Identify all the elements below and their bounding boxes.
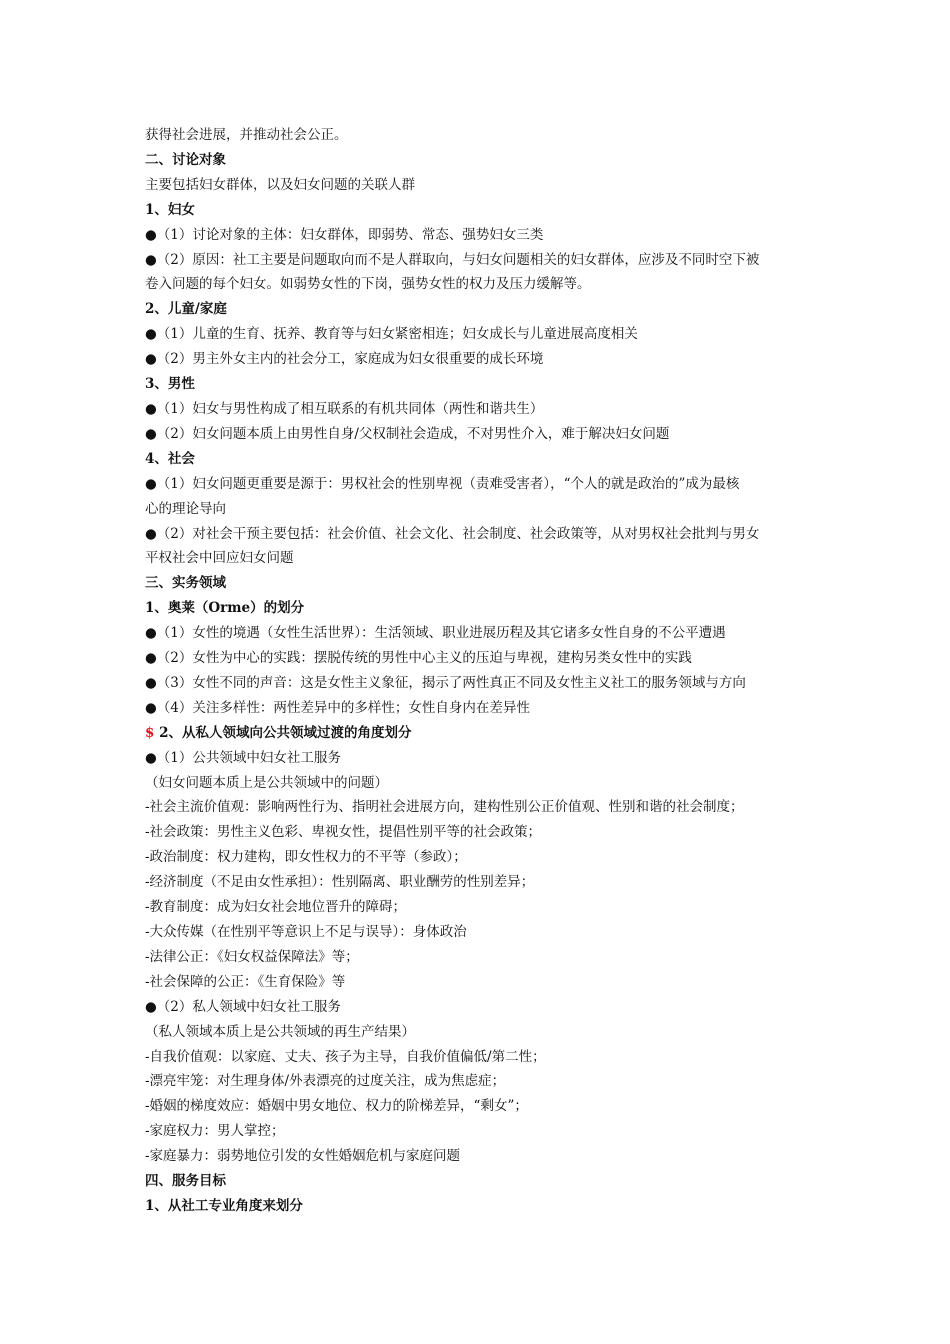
line-text: -经济制度（不足由女性承担）：性别隔离、职业酬劳的性别差异； xyxy=(145,874,535,891)
section-heading xyxy=(145,372,815,397)
line-text: 3、男性 xyxy=(145,376,195,393)
section-heading xyxy=(145,447,815,472)
line-text: 三、实务领域 xyxy=(145,575,226,592)
text-line xyxy=(145,1094,815,1119)
dollar-marker-icon: $ xyxy=(145,724,155,741)
text-line xyxy=(145,646,815,671)
line-text: -政治制度：权力建构，即女性权力的不平等（参政）； xyxy=(145,849,467,866)
line-text: （私人领域本质上是公共领域的再生产结果） xyxy=(145,1023,415,1040)
line-text: ●（1）女性的境遇（女性生活世界）：生活领域、职业进展历程及其它诸多女性自身的不公平遭遇 xyxy=(145,625,726,642)
line-text: （妇女问题本质上是公共领域中的问题） xyxy=(145,774,388,791)
line-text: ●（1）妇女与男性构成了相互联系的有机共同体（两性和谐共生） xyxy=(145,400,544,417)
text-line xyxy=(145,696,815,721)
text-line xyxy=(145,895,815,920)
section-heading xyxy=(145,297,815,322)
line-text: 1、奥莱（Orme）的划分 xyxy=(145,600,305,617)
text-line xyxy=(145,970,815,995)
line-text: 卷入问题的每个妇女。如弱势女性的下岗，强势女性的权力及压力缓解等。 xyxy=(145,276,591,293)
line-text: -法律公正：《妇女权益保障法》等； xyxy=(145,948,359,965)
section-heading xyxy=(145,1194,815,1219)
line-text: ●（2）男主外女主内的社会分工，家庭成为妇女很重要的成长环境 xyxy=(145,351,544,368)
text-line xyxy=(145,123,815,148)
line-text: 1、从社工专业角度来划分 xyxy=(145,1197,303,1214)
text-line xyxy=(145,920,815,945)
line-text: ●（1）妇女问题更重要是源于：男权社会的性别卑视（责难受害者），“个人的就是政治的”成为最核 xyxy=(145,475,740,492)
line-text: 平权社会中回应妇女问题 xyxy=(145,550,294,567)
section-heading xyxy=(145,721,815,746)
text-line xyxy=(145,546,815,571)
text-line xyxy=(145,771,815,796)
line-text: 2、儿童/家庭 xyxy=(145,301,227,318)
line-text: -大众传媒（在性别平等意识上不足与误导）：身体政治 xyxy=(145,924,467,940)
line-text: 获得社会进展，并推动社会公正。 xyxy=(145,127,348,143)
section-heading xyxy=(145,1169,815,1194)
text-line xyxy=(145,820,815,845)
line-text: -自我价值观：以家庭、丈夫、孩子为主导，自我价值偏低/第二性； xyxy=(145,1048,546,1065)
text-line xyxy=(145,1020,815,1045)
text-line xyxy=(145,347,815,372)
text-line xyxy=(145,995,815,1020)
line-text: -漂亮牢笼：对生理身体/外表漂亮的过度关注，成为焦虑症； xyxy=(145,1073,506,1090)
line-text: 二、讨论对象 xyxy=(145,151,226,168)
section-heading xyxy=(145,198,815,223)
line-text: -家庭权力：男人掌控； xyxy=(145,1123,285,1140)
line-text: 4、社会 xyxy=(145,450,195,467)
text-line xyxy=(145,522,815,547)
line-text: -社会政策：男性主义色彩、卑视女性，提倡性别平等的社会政策； xyxy=(145,824,542,841)
document-page xyxy=(145,123,815,1219)
text-line xyxy=(145,746,815,771)
line-text: 主要包括妇女群体，以及妇女问题的关联人群 xyxy=(145,176,415,193)
text-line xyxy=(145,795,815,820)
text-line xyxy=(145,322,815,347)
text-line xyxy=(145,248,815,273)
line-text: ●（1）公共领域中妇女社工服务 xyxy=(145,749,341,766)
text-line xyxy=(145,621,815,646)
text-line xyxy=(145,1045,815,1070)
line-text: 2、从私人领域向公共领域过渡的角度划分 xyxy=(154,724,412,741)
text-line xyxy=(145,845,815,870)
line-text: ●（2）妇女问题本质上由男性自身/父权制社会造成，不对男性介入，难于解决妇女问题 xyxy=(145,425,670,442)
line-text: ●（4）关注多样性：两性差异中的多样性；女性自身内在差异性 xyxy=(145,699,530,716)
line-text: ●（2）女性为中心的实践：摆脱传统的男性中心主义的压迫与卑视，建构另类女性中的实践 xyxy=(145,650,692,667)
section-heading xyxy=(145,596,815,621)
line-text: -社会保障的公正：《生育保险》等 xyxy=(145,973,346,990)
line-text: ●（2）原因：社工主要是问题取向而不是人群取向，与妇女问题相关的妇女群体，应涉及不同时空下被 xyxy=(145,251,760,268)
text-line xyxy=(145,422,815,447)
text-line xyxy=(145,223,815,248)
text-line xyxy=(145,1069,815,1094)
line-text: -教育制度：成为妇女社会地位晋升的障碍； xyxy=(145,899,407,916)
line-text: ●（1）讨论对象的主体：妇女群体，即弱势、常态、强势妇女三类 xyxy=(145,226,544,243)
section-heading xyxy=(145,571,815,596)
section-heading xyxy=(145,148,815,173)
text-line xyxy=(145,497,815,522)
text-line xyxy=(145,671,815,696)
line-text: -社会主流价值观：影响两性行为、指明社会进展方向，建构性别公正价值观、性别和谐的社会制度； xyxy=(145,799,744,816)
text-line xyxy=(145,1144,815,1169)
text-line xyxy=(145,173,815,198)
line-text: ●（2）对社会干预主要包括：社会价值、社会文化、社会制度、社会政策等，从对男权社会批判与男女 xyxy=(145,525,760,542)
text-line xyxy=(145,472,815,497)
text-line xyxy=(145,870,815,895)
line-text: ●（1）儿童的生育、抚养、教育等与妇女紧密相连；妇女成长与儿童进展高度相关 xyxy=(145,326,638,343)
text-line xyxy=(145,397,815,422)
text-line xyxy=(145,272,815,297)
text-line xyxy=(145,945,815,970)
line-text: 心的理论导向 xyxy=(145,500,226,517)
line-text: -家庭暴力：弱势地位引发的女性婚姻危机与家庭问题 xyxy=(145,1148,461,1165)
line-text: ●（2）私人领域中妇女社工服务 xyxy=(145,998,341,1015)
line-text: ●（3）女性不同的声音：这是女性主义象征，揭示了两性真正不同及女性主义社工的服务领域与方向 xyxy=(145,674,746,691)
text-line xyxy=(145,1119,815,1144)
line-text: -婚姻的梯度效应：婚姻中男女地位、权力的阶梯差异，“剩女”； xyxy=(145,1098,528,1115)
line-text: 四、服务目标 xyxy=(145,1173,226,1190)
line-text: 1、妇女 xyxy=(145,201,195,218)
